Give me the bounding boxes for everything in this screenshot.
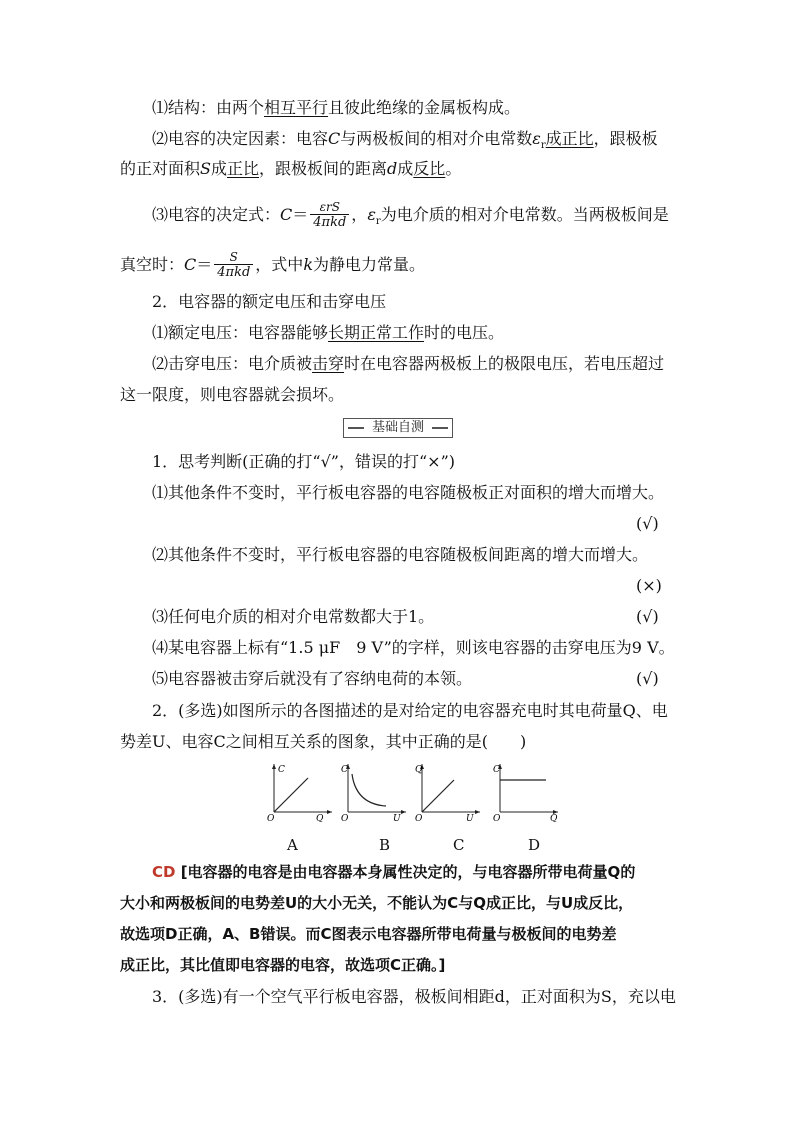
- text: 时的电压。: [424, 323, 505, 342]
- text: ⑵击穿电压：电介质被: [152, 354, 313, 373]
- text: 为静电力常量。: [313, 255, 426, 274]
- text: 成: [210, 159, 227, 178]
- q1-item-4: ⑷某电容器上标有“1.5 μF 9 V”的字样，则该电容器的击穿电压为9 V。: [152, 638, 675, 657]
- q1-title: 1．思考判断(正确的打“√”，错误的打“×”): [152, 452, 455, 471]
- text: 为电介质的相对介电常数。当两极板间是: [380, 205, 669, 224]
- x-axis-label: Q: [550, 814, 558, 822]
- text: 真空时：: [120, 255, 185, 274]
- denominator: 4πkd: [214, 264, 253, 281]
- text: ⑴结构：由两个: [152, 98, 265, 117]
- section-banner: 基础自测: [343, 418, 453, 438]
- symbol-c: C: [184, 255, 197, 274]
- text: ，跟极板: [593, 129, 658, 148]
- section-2-title: 2．电容器的额定电压和击穿电压: [152, 292, 387, 311]
- y-axis-label: C: [493, 765, 500, 775]
- subscript-r: r: [540, 140, 546, 152]
- rated-voltage-line: [152, 323, 504, 343]
- structure-line: [152, 98, 520, 118]
- x-axis-label: U: [393, 814, 401, 822]
- underlined-answer: 相互平行: [264, 98, 329, 117]
- text: ⑶电容的决定式：: [152, 205, 281, 224]
- q2-explanation-2: 大小和两极板间的电势差U的大小无关，不能认为C与Q成正比，与U成反比，: [120, 894, 634, 912]
- q2-explanation-4: 成正比，其比值即电容器的电容，故选项C正确。]: [120, 956, 446, 974]
- y-axis-label: Q: [415, 765, 423, 775]
- q2-line-2: 势差U、电容C之间相互关系的图象，其中正确的是( ): [120, 732, 527, 751]
- graph-d: [492, 760, 562, 822]
- q1-mark-1: (√): [636, 514, 659, 533]
- symbol-s: S: [200, 159, 211, 178]
- factors-line-1: [152, 129, 658, 156]
- y-axis-label: C: [278, 765, 285, 775]
- graph-b-label: B: [379, 836, 391, 854]
- origin-label: O: [341, 814, 349, 822]
- text: ⑴额定电压：电容器能够: [152, 323, 329, 342]
- origin-label: O: [493, 814, 501, 822]
- q2-explanation-3: 故选项D正确，A、B错误。而C图表示电容器所带电荷量与极板间的电势差: [120, 925, 617, 943]
- graph-c-label: C: [453, 836, 465, 854]
- vacuum-fraction: [214, 250, 253, 281]
- q1-item-5: ⑸电容器被击穿后就没有了容纳电荷的本领。: [152, 669, 473, 688]
- breakdown-voltage-line-2: 这一限度，则电容器就会损坏。: [120, 385, 345, 404]
- q1-mark-3: (√): [636, 607, 659, 626]
- equals: ＝: [196, 255, 213, 274]
- q1-item-1: ⑴其他条件不变时，平行板电容器的电容随极板正对面积的增大而增大。: [152, 483, 665, 502]
- symbol-epsilon: ε: [532, 129, 541, 148]
- graph-a: [266, 760, 336, 822]
- q1-mark-5: (√): [636, 669, 659, 688]
- symbol-epsilon: ε: [367, 205, 376, 224]
- text: 的正对面积: [120, 159, 201, 178]
- underlined-answer: 成正比: [545, 129, 594, 148]
- text: ，式中: [255, 255, 304, 274]
- formula-line-2: [120, 250, 425, 281]
- symbol-d: d: [387, 159, 398, 178]
- equals: ＝: [292, 205, 309, 224]
- x-axis-label: Q: [316, 814, 324, 822]
- graph-b: [340, 760, 410, 822]
- underlined-answer: 反比: [413, 159, 446, 178]
- answer-label: CD: [152, 863, 176, 881]
- formula-line-1: [152, 200, 669, 232]
- graph-c: [414, 760, 484, 822]
- denominator: 4πkd: [310, 214, 349, 231]
- y-axis-label: C: [341, 765, 348, 775]
- symbol-k: k: [303, 255, 314, 274]
- q1-item-2: ⑵其他条件不变时，平行板电容器的电容随极板间距离的增大而增大。: [152, 545, 649, 564]
- q1-mark-2: (×): [636, 576, 662, 595]
- underlined-answer: 击穿: [312, 354, 345, 373]
- text: ⑵电容的决定因素：电容: [152, 129, 329, 148]
- underlined-answer: 长期正常工作: [328, 323, 425, 342]
- factors-line-2: [120, 159, 461, 179]
- symbol-c: C: [280, 205, 293, 224]
- q3-line-1: 3．(多选)有一个空气平行板电容器，极板间相距d，正对面积为S，充以电: [152, 987, 676, 1006]
- underlined-answer: 正比: [227, 159, 260, 178]
- text: 。: [445, 159, 462, 178]
- capacitance-fraction: [310, 200, 349, 231]
- text: ，: [351, 205, 368, 224]
- symbol-c: C: [328, 129, 341, 148]
- q1-item-3: ⑶任何电介质的相对介电常数都大于1。: [152, 607, 435, 626]
- text: 且彼此绝缘的金属板构成。: [328, 98, 521, 117]
- origin-label: O: [415, 814, 423, 822]
- numerator: S: [229, 250, 238, 264]
- q2-line-1: 2．(多选)如图所示的各图描述的是对给定的电容器充电时其电荷量Q、电: [152, 701, 668, 720]
- subscript-r: r: [375, 216, 381, 228]
- breakdown-voltage-line: [152, 354, 664, 374]
- graph-d-label: D: [528, 836, 541, 854]
- text: 成: [397, 159, 414, 178]
- text: 与两极板间的相对介电常数: [340, 129, 533, 148]
- graph-a-label: A: [287, 836, 298, 854]
- text: [电容器的电容是由电容器本身属性决定的，与电容器所带电荷量Q的: [180, 863, 636, 881]
- text: ，跟极板间的距离: [259, 159, 388, 178]
- numerator: εrS: [319, 200, 340, 214]
- origin-label: O: [267, 814, 275, 822]
- text: 时在电容器两极板上的极限电压，若电压超过: [344, 354, 665, 373]
- x-axis-label: U: [466, 814, 474, 822]
- q2-explanation-1: [152, 862, 635, 882]
